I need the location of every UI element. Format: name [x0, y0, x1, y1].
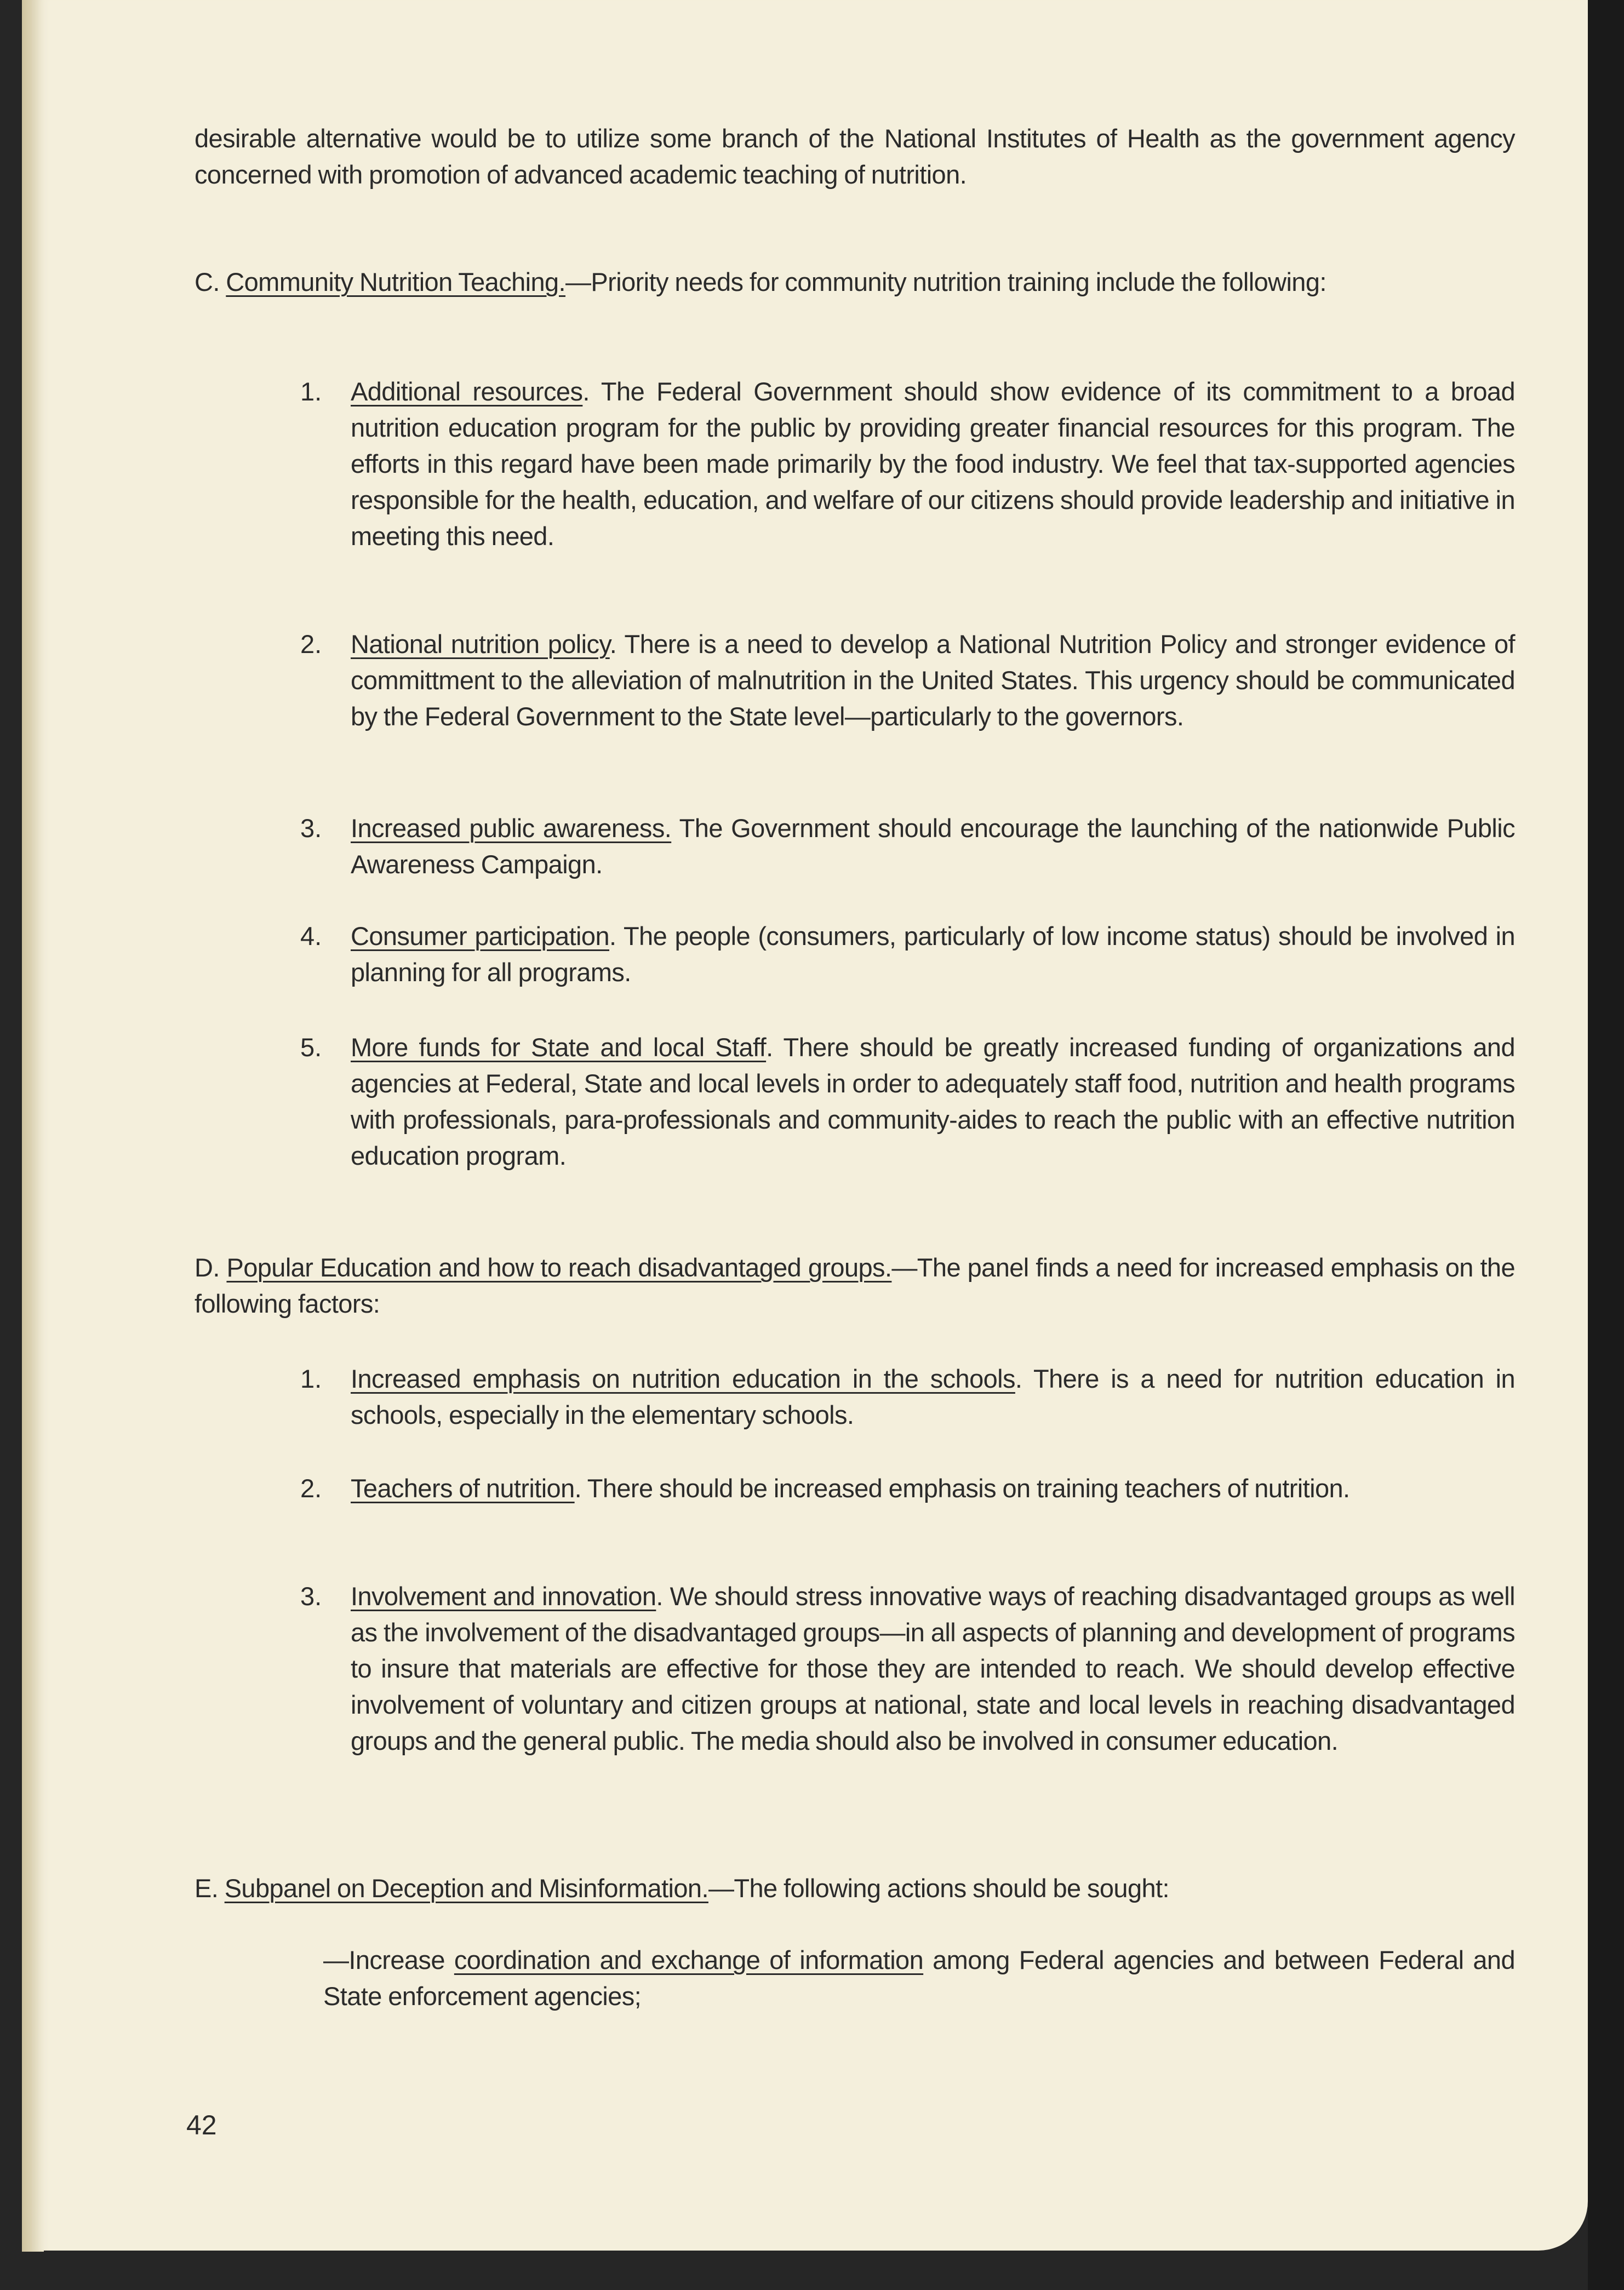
- section-heading: Popular Education and how to reach disadvantaged groups.: [226, 1253, 892, 1282]
- item-number: 1.: [300, 377, 322, 406]
- dash-item: [323, 1942, 1515, 2014]
- intro-paragraph: desirable alternative would be to utilize some branch of the National Institutes of Health as the government agency concerned with promotion of advanced academic teaching of nutrition.: [195, 124, 1515, 189]
- item-heading: Increased public awareness.: [351, 814, 672, 843]
- item-heading: coordination and exchange of information: [454, 1945, 924, 1974]
- item-text: . The people (consumers, particularly of low income status) should be involved in planning for all programs.: [351, 921, 1515, 987]
- item-number: 2.: [300, 1474, 322, 1503]
- item-heading: Involvement and innovation: [351, 1582, 656, 1611]
- page-number: 42: [186, 2110, 217, 2140]
- list-item: [351, 626, 1515, 735]
- book-spine: [1588, 0, 1624, 2290]
- item-number: 5.: [300, 1033, 322, 1062]
- item-text: . There should be greatly increased funding of organizations and agencies at Federal, State and local levels in order to adequately staff food, nutrition and health programs with professionals, para-professionals and community-aides to reach the public with an effective nutrition education program.: [351, 1033, 1515, 1170]
- section-e-paragraph: [195, 1870, 1515, 1907]
- item-number: 3.: [300, 1582, 322, 1611]
- section-label: E.: [195, 1874, 219, 1903]
- item-heading: Increased emphasis on nutrition education in the schools: [351, 1364, 1015, 1393]
- list-item: [351, 810, 1515, 883]
- list-item: [351, 918, 1515, 991]
- item-text: . We should stress innovative ways of reaching disadvantaged groups as well as the involvement of the disadvantaged groups—in all aspects of planning and development of programs to insure that materials are effective for those they are intended to reach. We should develop effective involvement of voluntary and citizen groups at national, state and local levels in reaching disadvantaged groups and the general public. The media should also be involved in consumer education.: [351, 1582, 1515, 1755]
- item-heading: Consumer participation: [351, 921, 609, 951]
- section-text: —The following actions should be sought:: [708, 1874, 1169, 1903]
- section-text: —The panel finds a need for increased emphasis on the following factors:: [195, 1253, 1515, 1318]
- item-number: 1.: [300, 1364, 322, 1393]
- list-item: [351, 1361, 1515, 1433]
- item-heading: Teachers of nutrition: [351, 1474, 575, 1503]
- item-text: . The Federal Government should show evidence of its commitment to a broad nutrition education program for the public by providing greater financial resources for this program. The efforts in this regard have been made primarily by the food industry. We feel that tax-supported agencies responsible for the health, education, and welfare of our citizens should provide leadership and initiative in meeting this need.: [351, 377, 1515, 551]
- section-label: C.: [195, 267, 220, 296]
- list-item: [351, 1029, 1515, 1174]
- section-c-paragraph: [195, 264, 1515, 300]
- item-text: . There is a need for nutrition education in schools, especially in the elementary schools.: [351, 1364, 1515, 1429]
- section-heading: Community Nutrition Teaching.: [226, 267, 566, 296]
- item-number: 2.: [300, 629, 322, 659]
- list-item: [351, 374, 1515, 554]
- item-text: . There is a need to develop a National Nutrition Policy and stronger evidence of committment to the alleviation of malnutrition in the United States. This urgency should be communicated by the Federal Government to the State level—particularly to the governors.: [351, 629, 1515, 731]
- item-text: The Government should encourage the launching of the nationwide Public Awareness Campaign.: [351, 814, 1515, 879]
- list-item: [351, 1578, 1515, 1759]
- item-heading: More funds for State and local Staff: [351, 1033, 767, 1062]
- section-text: —Priority needs for community nutrition training include the following:: [565, 267, 1326, 296]
- item-text: among Federal agencies and between Federal and State enforcement agencies;: [323, 1945, 1516, 2011]
- item-heading: Additional resources: [351, 377, 583, 406]
- item-number: 3.: [300, 814, 322, 843]
- item-prefix: —Increase: [323, 1945, 454, 1974]
- list-item: [351, 1470, 1515, 1507]
- item-text: . There should be increased emphasis on training teachers of nutrition.: [574, 1474, 1350, 1503]
- section-d-paragraph: [195, 1250, 1515, 1322]
- item-number: 4.: [300, 921, 322, 951]
- section-label: D.: [195, 1253, 220, 1282]
- item-heading: National nutrition policy: [351, 629, 610, 659]
- section-heading: Subpanel on Deception and Misinformation.: [224, 1874, 708, 1903]
